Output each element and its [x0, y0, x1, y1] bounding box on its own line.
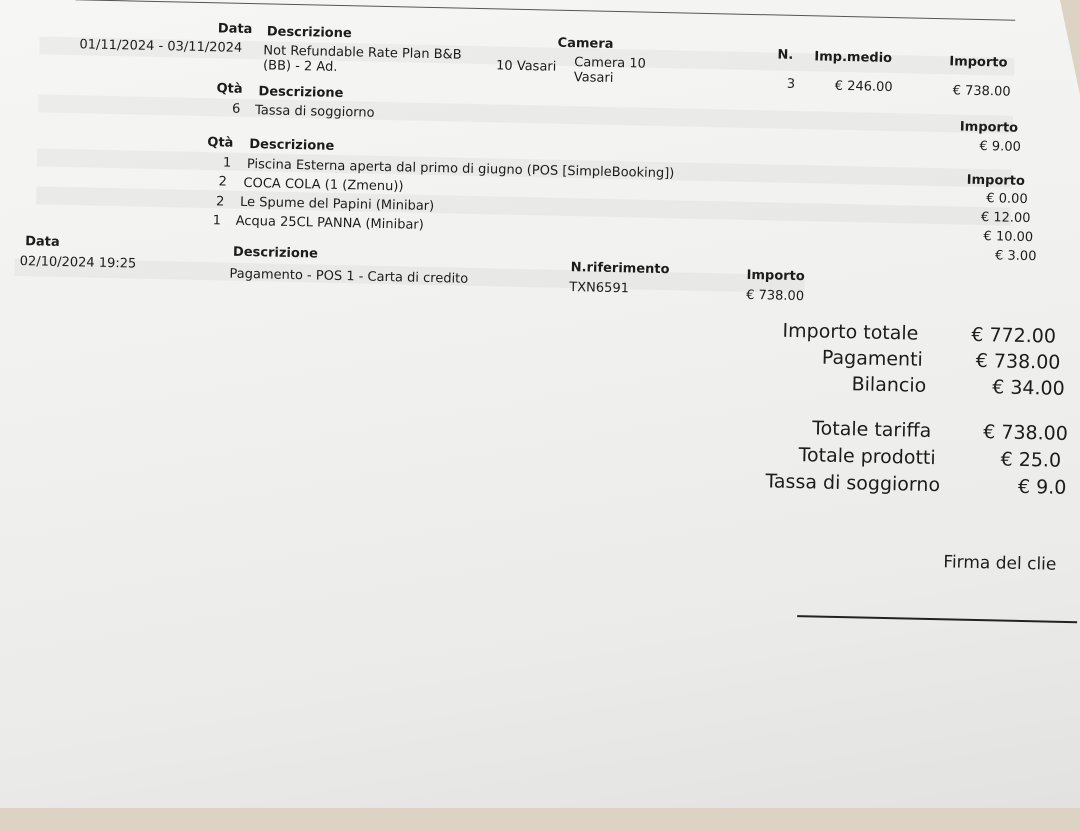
- tax-row-description: Tassa di soggiorno: [254, 103, 375, 121]
- product-row-qty: 1: [222, 155, 232, 171]
- payments-header-date: Data: [25, 234, 60, 250]
- payments-header-ref: N.riferimento: [570, 260, 670, 278]
- summary-products-value: € 25.0: [1000, 448, 1062, 472]
- products-band-2: [36, 186, 1011, 225]
- product-row-description: Piscina Esterna aperta dal primo di giugno (POS [SimpleBooking]): [246, 156, 675, 182]
- signature-line: [797, 615, 1077, 623]
- product-row-amount: € 0.00: [986, 191, 1028, 208]
- summary-products-label: Totale prodotti: [798, 444, 936, 470]
- total-label: Importo totale: [782, 319, 919, 345]
- product-row-qty: 2: [218, 174, 227, 190]
- product-row-description: Le Spume del Papini (Minibar): [239, 194, 435, 215]
- tax-row-amount: € 9.00: [979, 138, 1021, 155]
- balance-label: Bilancio: [851, 373, 927, 397]
- products-header-description: Descrizione: [249, 137, 335, 154]
- room-row-description-2: (BB) - 2 Ad.: [262, 58, 338, 75]
- products-header-qty: Qtà: [207, 135, 234, 151]
- tax-header-qty: Qtà: [216, 81, 243, 97]
- room-header-date: Data: [217, 21, 253, 38]
- product-row-amount: € 10.00: [983, 229, 1034, 246]
- tax-row-qty: 6: [231, 101, 241, 117]
- room-row-amount: € 738.00: [952, 83, 1011, 100]
- signature-label: Firma del clie: [943, 552, 1057, 575]
- tax-header-amount: Importo: [959, 119, 1019, 136]
- room-header-avg: Imp.medio: [814, 49, 893, 67]
- summary-rate-label: Totale tariffa: [812, 417, 932, 442]
- payments-value: € 738.00: [975, 349, 1061, 374]
- payment-row-description: Pagamento - POS 1 - Carta di credito: [229, 266, 469, 287]
- balance-value: € 34.00: [991, 376, 1065, 400]
- room-row-room-code: 10 Vasari: [495, 58, 557, 75]
- total-value: € 772.00: [971, 323, 1057, 348]
- product-row-description: Acqua 25CL PANNA (Minibar): [235, 213, 424, 233]
- room-row-room-2: Vasari: [573, 70, 614, 86]
- room-header-room: Camera: [557, 35, 614, 52]
- room-row-description-1: Not Refundable Rate Plan B&B: [263, 43, 462, 63]
- tax-row-band: [38, 94, 1013, 133]
- payment-row-amount: € 738.00: [746, 287, 805, 305]
- room-header-description: Descrizione: [266, 24, 352, 42]
- product-row-amount: € 12.00: [980, 210, 1031, 227]
- tax-header-description: Descrizione: [258, 84, 344, 102]
- products-header-amount: Importo: [966, 172, 1026, 189]
- summary-tax-label: Tassa di soggiorno: [765, 470, 941, 497]
- room-row-avg: € 246.00: [834, 78, 893, 96]
- summary-rate-value: € 738.00: [982, 421, 1069, 445]
- product-row-description: COCA COLA (1 (Zmenu)): [243, 175, 404, 195]
- room-row-n: 3: [786, 76, 796, 92]
- product-row-qty: 2: [215, 194, 225, 210]
- payment-row-ref: TXN6591: [569, 280, 630, 297]
- room-header-amount: Importo: [949, 54, 1008, 71]
- room-header-n: N.: [777, 47, 794, 63]
- summary-tax-value: € 9.0: [1017, 475, 1067, 499]
- payments-header-amount: Importo: [746, 267, 805, 285]
- room-row-date: 01/11/2024 - 03/11/2024: [79, 37, 243, 56]
- payments-label: Pagamenti: [821, 346, 924, 371]
- product-row-qty: 1: [212, 213, 222, 229]
- payment-row-date: 02/10/2024 19:25: [19, 254, 137, 272]
- payments-header-description: Descrizione: [232, 244, 319, 262]
- product-row-amount: € 3.00: [994, 248, 1037, 265]
- room-row-room-1: Camera 10: [574, 55, 647, 72]
